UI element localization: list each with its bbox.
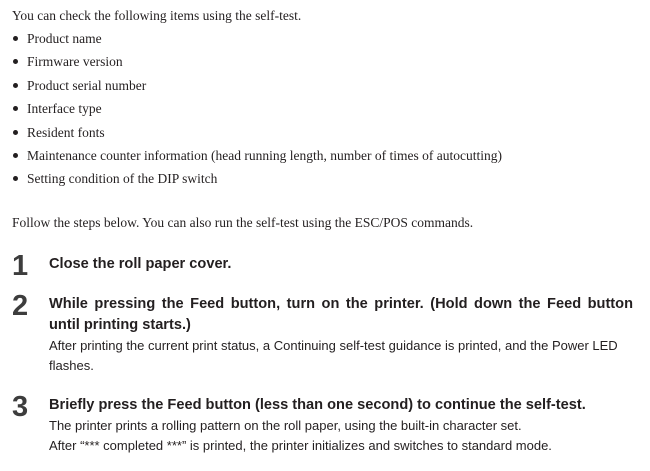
- list-item: [12, 100, 632, 123]
- bullet-icon: [13, 83, 18, 88]
- bullet-icon: [13, 176, 18, 181]
- list-item-text: Resident fonts: [27, 124, 105, 140]
- bullet-icon: [13, 130, 18, 135]
- step-body: [49, 254, 633, 275]
- follow-steps-text: Follow the steps below. You can also run the self-test using the ESC/POS commands.: [12, 215, 474, 230]
- bullet-icon: [13, 59, 18, 64]
- step-number: 1: [12, 250, 29, 282]
- list-item: [12, 30, 632, 53]
- list-item: [12, 147, 632, 170]
- step-number: 2: [12, 290, 29, 322]
- intro-text: You can check the following items using the self-test.: [12, 8, 302, 23]
- list-item-text: Interface type: [27, 101, 102, 117]
- list-item-text: Setting condition of the DIP switch: [27, 171, 218, 187]
- self-test-item-list: [12, 30, 632, 194]
- list-item-text: Product serial number: [27, 77, 147, 93]
- step-title: Briefly press the Feed button (less than one second) to continue the self-test.: [49, 397, 586, 413]
- step-title: Close the roll paper cover.: [49, 256, 232, 272]
- step-body: [49, 294, 633, 375]
- step-description: After “*** completed ***” is printed, the printer initializes and switches to standard mode.: [49, 437, 552, 453]
- bullet-icon: [13, 36, 18, 41]
- list-item-text: Firmware version: [27, 54, 123, 70]
- list-item-text: Product name: [27, 31, 102, 46]
- list-item: [12, 170, 632, 193]
- list-item-text: Maintenance counter information (head running length, number of times of autocutting): [27, 147, 502, 163]
- step-description: The printer prints a rolling pattern on the roll paper, using the built-in character set.: [49, 418, 522, 433]
- step-description: After printing the current print status, a Continuing self-test guidance is printed, and the Power LED flashes.: [49, 338, 618, 373]
- list-item: [12, 124, 632, 147]
- step-title: While pressing the Feed button, turn on the printer. (Hold down the Feed button until printing starts.): [49, 296, 633, 333]
- bullet-icon: [13, 106, 18, 111]
- bullet-icon: [13, 153, 18, 158]
- step-body: [49, 395, 633, 455]
- list-item: [12, 53, 632, 76]
- step-number: 3: [12, 391, 29, 423]
- list-item: [12, 77, 632, 100]
